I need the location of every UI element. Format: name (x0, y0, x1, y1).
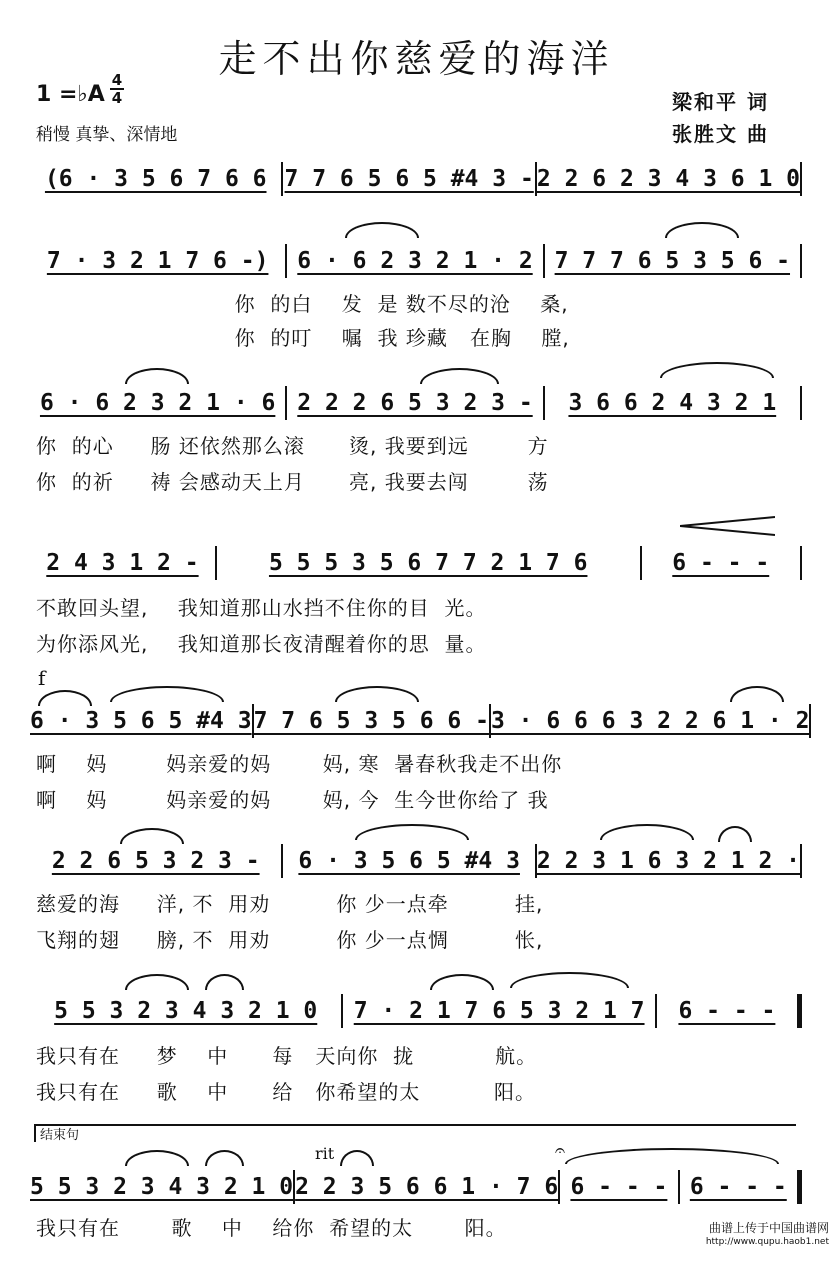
lyric-line: 不敢回头望, 我知道那山水挡不住你的目 光。 (36, 596, 487, 620)
measure: 2 2 3 1 6 3 2 1 2 · (536, 848, 801, 874)
staff-row (30, 166, 802, 192)
measure: 6 · 6 2 3 2 1 · 6 (39, 390, 276, 416)
measure: 2 2 3 5 6 6 1 · 7 6 (295, 1174, 559, 1200)
slur (205, 974, 244, 990)
staff-row (30, 550, 802, 576)
ending-label: 结束句 (40, 1128, 80, 1143)
measure: 6 - - - (672, 550, 770, 576)
lyric-line: 你 的心 肠 还依然那么滚 烫, 我要到远 方 (36, 434, 549, 458)
slur (125, 1150, 189, 1166)
slur (125, 368, 189, 384)
crescendo-hairpin (680, 515, 775, 537)
measure: 5 5 3 2 3 4 3 2 1 0 (30, 1174, 294, 1200)
slur (420, 368, 499, 384)
slur (38, 690, 92, 706)
measure: 3 6 6 2 4 3 2 1 (568, 390, 777, 416)
score-title: 走不出你慈爱的海洋 (218, 37, 615, 81)
slur (110, 686, 224, 702)
lyric-line: 啊 妈 妈亲爱的妈 妈, 寒 暑春秋我走不出你 (36, 752, 563, 776)
staff-row (30, 1174, 802, 1200)
staff-row (30, 248, 802, 274)
measure: 2 2 6 2 3 4 3 6 1 0 (536, 166, 801, 192)
measure: 5 5 5 3 5 6 7 7 2 1 7 6 (268, 550, 588, 576)
time-signature (110, 72, 124, 106)
lyric-line: 我只有在 歌 中 给 你希望的太 阳。 (36, 1080, 537, 1104)
slur (340, 1150, 374, 1166)
measure: 6 - - - (678, 998, 776, 1024)
tempo-marking: 稍慢 真挚、深情地 (36, 125, 178, 145)
lyricist-credit: 梁和平 词 (672, 90, 769, 114)
slur (345, 222, 419, 238)
staff-row (30, 708, 810, 734)
barline (800, 244, 802, 278)
lyric-line: 飞翔的翅 膀, 不 用劝 你 少一点惆 怅, (36, 928, 544, 952)
measure: 6 · 6 2 3 2 1 · 2 (297, 248, 533, 274)
slur (665, 222, 739, 238)
watermark-line1: 曲谱上传于中国曲谱网 (708, 1221, 829, 1235)
measure: (6 · 3 5 6 7 6 6 (44, 166, 267, 192)
slur (125, 974, 189, 990)
lyric-line: 我只有在 梦 中 每 天向你 拢 航。 (36, 1044, 538, 1068)
measure: 6 - - - (570, 1174, 668, 1200)
measure: 6 - - - (689, 1174, 787, 1200)
slur (718, 826, 752, 842)
measure: 3 · 6 6 6 3 2 2 6 1 · 2 (490, 708, 810, 734)
slur (205, 1150, 244, 1166)
slur (355, 824, 469, 840)
slur (660, 362, 774, 378)
lyric-line: 你 的叮 嘱 我 珍藏 在胸 膛, (36, 326, 570, 350)
measure: 7 7 7 6 5 3 5 6 - (554, 248, 791, 274)
lyric-line: 慈爱的海 洋, 不 用劝 你 少一点牵 挂, (36, 892, 544, 916)
ending-bracket (34, 1124, 796, 1142)
barline (800, 546, 802, 580)
slur (730, 686, 784, 702)
repeat-barline (797, 994, 802, 1028)
final-barline (797, 1170, 802, 1204)
fermata-icon: 𝄐 (555, 1140, 566, 1161)
slur (430, 974, 494, 990)
staff-row (30, 390, 802, 416)
measure: 2 4 3 1 2 - (46, 550, 199, 576)
ritardando-mark: rit (315, 1144, 335, 1163)
barline (800, 386, 802, 420)
measure: 5 5 3 2 3 4 3 2 1 0 (54, 998, 318, 1024)
measure: 7 7 6 5 6 5 #4 3 - (284, 166, 534, 192)
barline (800, 162, 802, 196)
slur (510, 972, 629, 988)
slur (600, 824, 694, 840)
measure: 6 · 3 5 6 5 #4 3 (298, 848, 520, 874)
lyric-line: 我只有在 歌 中 给你 希望的太 阳。 (36, 1216, 507, 1240)
tie (565, 1148, 779, 1164)
meter-top: 4 (111, 71, 123, 89)
watermark-line2: http://www.qupu.haob1.net (705, 1237, 829, 1247)
composer-credit: 张胜文 曲 (672, 122, 769, 146)
key-signature: 1 =♭A (36, 82, 105, 107)
staff-row (30, 998, 802, 1024)
lyric-line: 为你添风光, 我知道那长夜清醒着你的思 量。 (36, 632, 487, 656)
slur (335, 686, 419, 702)
watermark (706, 1221, 829, 1249)
barline (809, 704, 811, 738)
measure: 7 · 3 2 1 7 6 -) (46, 248, 269, 274)
measure: 2 2 6 5 3 2 3 - (51, 848, 260, 874)
staff-row (30, 848, 802, 874)
lyric-line: 啊 妈 妈亲爱的妈 妈, 今 生今世你给了 我 (36, 788, 549, 812)
measure: 2 2 2 6 5 3 2 3 - (297, 390, 533, 416)
forte-mark: f (38, 666, 46, 690)
lyric-line: 你 的祈 祷 会感动天上月 亮, 我要去闯 荡 (36, 470, 549, 494)
lyric-line: 你 的白 发 是 数不尽的沧 桑, (36, 292, 569, 316)
barline (800, 844, 802, 878)
measure: 7 7 6 5 3 5 6 6 - (253, 708, 489, 734)
slur (120, 828, 184, 844)
measure: 6 · 3 5 6 5 #4 3 (30, 708, 252, 734)
measure: 7 · 2 1 7 6 5 3 2 1 7 (353, 998, 645, 1024)
meter-bottom: 4 (111, 89, 123, 107)
